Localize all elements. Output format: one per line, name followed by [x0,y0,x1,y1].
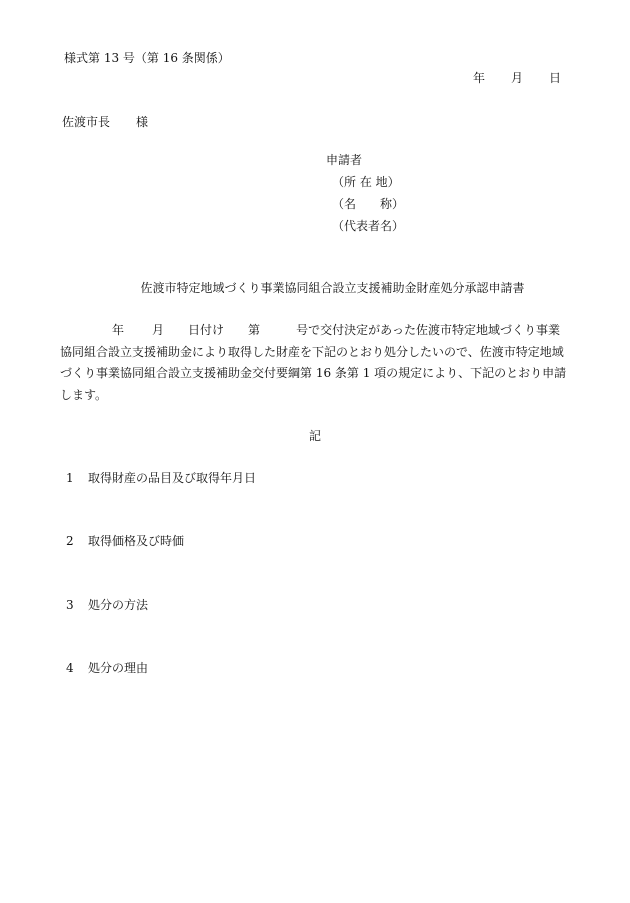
item-number: 2 [66,534,74,548]
body-dai: 第 [248,323,261,337]
list-item [66,533,184,549]
item-number: 4 [66,661,74,675]
applicant-label: 申請者 [326,153,363,167]
date-line [473,70,561,86]
item-label: 取得財産の品目及び取得年月日 [88,471,257,485]
applicant-address: （所 在 地） [332,175,400,189]
body-text: 号で交付決定があった佐渡市特定地域づくり事業協同組合設立支援補助金により取得した財産を下記のとおり処分したいので、佐渡市特定地域づくり事業協同組合設立支援補助金交付要綱第 16 条第 1 項の規定により、下記のとおり申請します。 [60,323,567,402]
applicant-name: （名 称） [332,197,405,211]
body-day-dated: 日付け [188,323,225,337]
addressee-name: 佐渡市長 [62,115,111,129]
body-month: 月 [152,323,165,337]
item-label: 処分の方法 [88,598,149,612]
body-year: 年 [112,323,125,337]
item-label: 取得価格及び時価 [88,534,185,548]
document-title: 佐渡市特定地域づくり事業協同組合設立支援補助金財産処分承認申請書 [140,281,525,295]
addressee [62,114,148,130]
applicant-block [326,152,404,240]
ki-heading: 記 [308,429,321,443]
date-year: 年 [472,71,485,85]
date-day: 日 [548,71,561,85]
item-number: 1 [66,471,74,485]
addressee-honorific: 様 [136,115,149,129]
form-number: 様式第 13 号（第 16 条関係） [64,51,230,65]
date-month: 月 [510,71,523,85]
applicant-representative: （代表者名） [332,219,405,233]
body-paragraph [60,320,568,406]
list-item [66,470,256,486]
list-item [66,660,148,676]
list-item [66,597,148,613]
item-number: 3 [66,598,74,612]
item-label: 処分の理由 [88,661,149,675]
